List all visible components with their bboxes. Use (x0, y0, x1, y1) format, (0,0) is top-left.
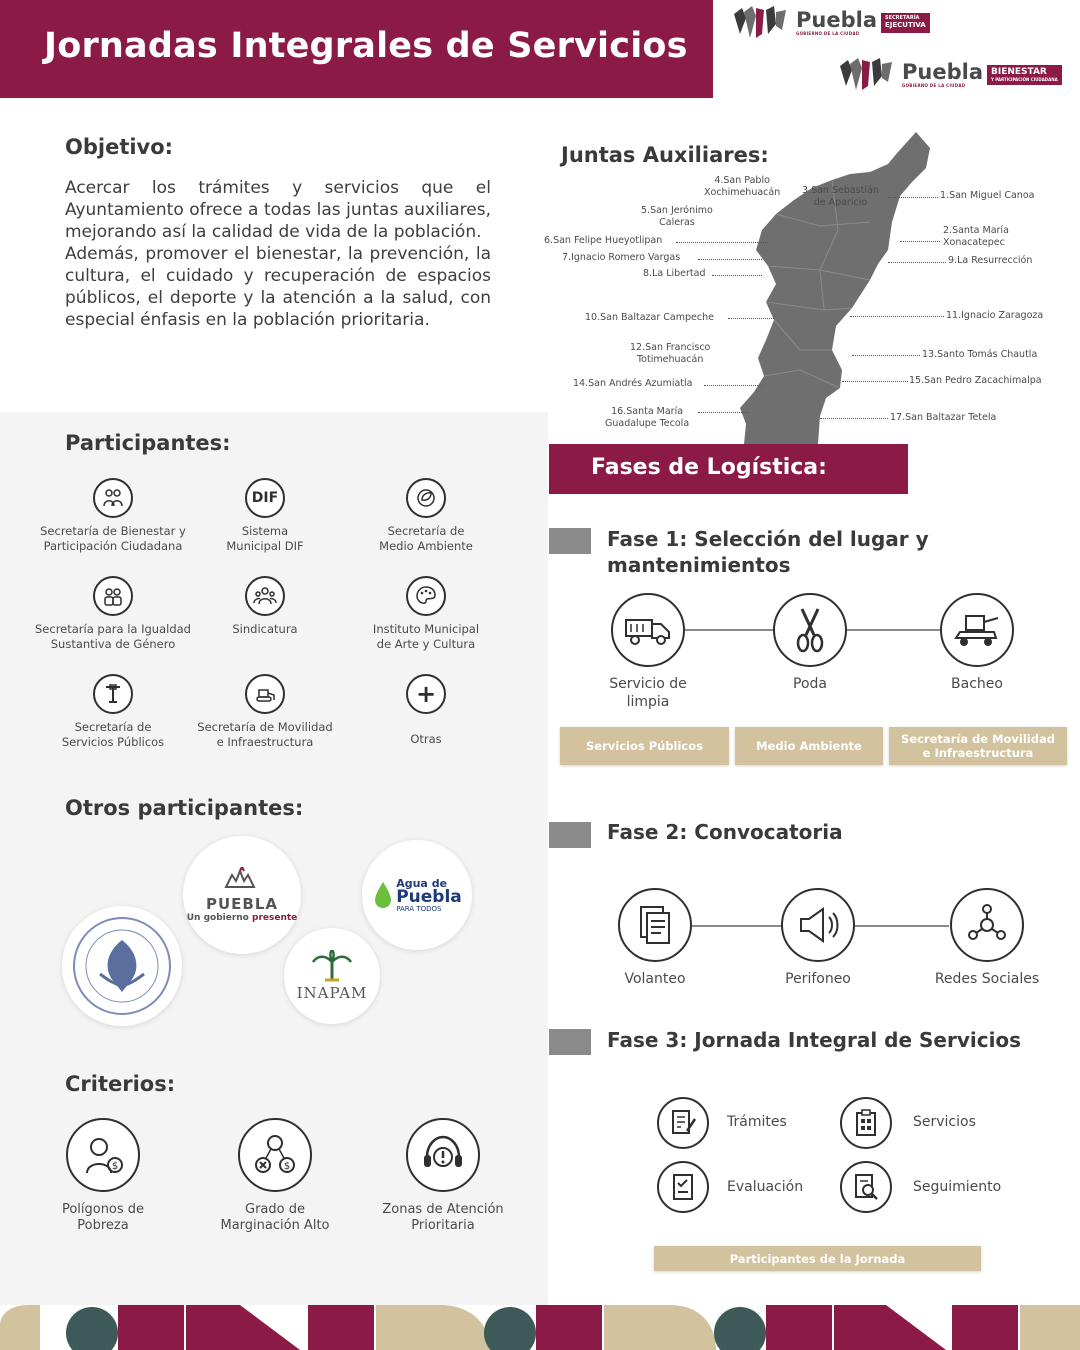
puebla-logo-slogan: Un gobierno presente (186, 913, 298, 923)
search-clipboard-icon (840, 1161, 892, 1213)
leader-line (900, 241, 940, 242)
junta-label: 8.La Libertad (643, 268, 706, 279)
page-title: Jornadas Integrales de Servicios (44, 26, 688, 66)
leader-line (888, 197, 938, 198)
fase3-item-label: Trámites (727, 1114, 787, 1130)
junta-label: 13.Santo Tomás Chautla (922, 349, 1038, 360)
water-drop-icon (372, 880, 394, 910)
participant-movilidad (175, 674, 355, 750)
leader-line (704, 385, 762, 386)
step-volanteo (580, 888, 730, 988)
junta-label: 14.San Andrés Azumiatla (573, 378, 693, 389)
objetivo-paragraph-1: Acercar los trámites y servicios que el Ayuntamiento ofrece a todas las juntas auxiliares, mejorando así la calidad de vida de la población. (65, 178, 491, 242)
participantes-jornada-box: Participantes de la Jornada (654, 1246, 981, 1271)
garbage-truck-icon (611, 593, 685, 667)
participant-cultura (336, 576, 516, 652)
plus-icon: + (406, 674, 446, 714)
step-label: Servicio de limpia (609, 676, 687, 710)
criterio-label: Polígonos de Pobreza (61, 1202, 145, 1233)
junta-label: 15.San Pedro Zacachimalpa (909, 375, 1042, 386)
flyer-icon (618, 888, 692, 962)
step-label: Redes Sociales (934, 971, 1040, 987)
participant-dif (175, 478, 355, 554)
people-hands-icon (93, 478, 133, 518)
participant-label: Otras (410, 732, 442, 746)
junta-label: 7.Ignacio Romero Vargas (562, 252, 681, 263)
leader-line (698, 259, 762, 260)
step-label: Perifoneo (785, 971, 851, 987)
palette-icon (406, 576, 446, 616)
tools-icon (93, 674, 133, 714)
footer-decoration (0, 1305, 1080, 1350)
fases-heading: Fases de Logística: (591, 455, 827, 480)
junta-label: 10.San Baltazar Campeche (585, 312, 714, 323)
network-icon (950, 888, 1024, 962)
megaphone-icon (781, 888, 855, 962)
fase3-item-label: Seguimiento (913, 1179, 1002, 1195)
fase-marker (549, 528, 591, 554)
step-bacheo (902, 593, 1052, 693)
leader-line (712, 275, 762, 276)
junta-label: 3.San Sebastián de Aparicio (802, 185, 879, 208)
objetivo-paragraph-2: Además, promover el bienestar, la prevención, la cultura, el cuidado y recuperación de espacios públicos, el deporte y la atención a la salud, con especial énfasis en la población prioritaria. (65, 244, 491, 330)
logo-word: Puebla (796, 8, 877, 32)
otros-heading: Otros participantes: (65, 796, 304, 820)
evaluation-icon (657, 1161, 709, 1213)
logo-tag: SECRETARÍA EJECUTIVA (881, 13, 930, 32)
junta-label: 4.San Pablo Xochimehuacán (704, 175, 781, 198)
marginalization-icon (238, 1118, 312, 1192)
step-poda (735, 593, 885, 693)
participant-label: Secretaría de Bienestar y Participación Ciudadana (40, 524, 186, 553)
step-servicio-limpia (573, 593, 723, 711)
criterio-label: Grado de Marginación Alto (220, 1202, 330, 1233)
responsible-box: Secretaría de Movilidad e Infraestructura (889, 727, 1067, 765)
criterio-marginacion (190, 1118, 360, 1234)
juntas-heading: Juntas Auxiliares: (561, 143, 769, 167)
step-perifoneo (743, 888, 893, 988)
junta-label: 2.Santa María Xonacatepec (943, 225, 1009, 248)
participant-medio-ambiente (336, 478, 516, 554)
buap-seal-logo (62, 906, 182, 1026)
svg-text:$: $ (283, 1161, 291, 1172)
group-icon (245, 576, 285, 616)
participant-label: Secretaría para la Igualdad Sustantiva de Género (35, 622, 191, 651)
criterio-zonas (358, 1118, 528, 1234)
junta-label: 6.San Felipe Hueyotlipan (544, 235, 663, 246)
participant-label: Sindicatura (232, 622, 298, 636)
leaf-globe-icon (406, 478, 446, 518)
junta-label: 9.La Resurrección (948, 255, 1033, 266)
participant-label: Secretaría de Servicios Públicos (61, 720, 165, 749)
puebla-logo-name: PUEBLA (205, 895, 279, 913)
inapam-logo-name: INAPAM (296, 984, 368, 1002)
responsible-box: Servicios Públicos (560, 727, 729, 765)
pruning-shears-icon (773, 593, 847, 667)
document-pen-icon (657, 1097, 709, 1149)
step-label: Bacheo (951, 676, 1003, 692)
criterio-label: Zonas de Atención Prioritaria (382, 1202, 504, 1233)
fase-marker (549, 1029, 591, 1055)
responsible-box: Medio Ambiente (735, 727, 883, 765)
puebla-emblem-icon (730, 4, 792, 42)
leader-line (698, 412, 748, 413)
fase3-item-label: Servicios (913, 1114, 976, 1130)
puebla-emblem-icon (220, 867, 264, 895)
leader-line (888, 262, 946, 263)
puebla-logo-ejecutiva (730, 4, 930, 42)
participant-otras (336, 674, 516, 747)
fase3-item-label: Evaluación (727, 1179, 804, 1195)
logo-subtitle: GOBIERNO DE LA CIUDAD (902, 83, 966, 88)
bulldozer-icon (245, 674, 285, 714)
junta-label: 17.San Baltazar Tetela (890, 412, 997, 423)
inapam-logo (284, 928, 380, 1024)
leader-line (728, 318, 774, 319)
junta-label: 11.Ignacio Zaragoza (946, 310, 1044, 321)
paving-machine-icon (940, 593, 1014, 667)
logo-subtitle: GOBIERNO DE LA CIUDAD (796, 31, 860, 36)
agua-de-puebla-logo: Agua de Puebla PARA TODOS (362, 840, 472, 950)
junta-label: 12.San Francisco Totimehuacán (630, 342, 711, 365)
participant-sindicatura (175, 576, 355, 637)
participant-label: Secretaría de Medio Ambiente (379, 524, 473, 553)
junta-label: 5.San Jerónimo Caleras (641, 205, 713, 228)
junta-label: 16.Santa María Guadalupe Tecola (605, 406, 690, 429)
clipboard-icon (840, 1097, 892, 1149)
participant-label: Sistema Municipal DIF (226, 524, 304, 553)
fase2-title: Fase 2: Convocatoria (607, 820, 843, 844)
leader-line (820, 418, 888, 419)
logo-word: Puebla (902, 60, 983, 84)
step-label: Volanteo (624, 971, 686, 987)
dif-icon: DIF (245, 478, 285, 518)
fase1-title: Fase 1: Selección del lugar y mantenimientos (607, 527, 929, 577)
inapam-emblem-icon (307, 950, 357, 984)
leader-line (852, 355, 920, 356)
criterio-pobreza (18, 1118, 188, 1234)
participantes-heading: Participantes: (65, 431, 231, 455)
leader-line (850, 316, 944, 317)
leader-line (842, 381, 908, 382)
fase-marker (549, 822, 591, 848)
leader-line (676, 242, 768, 243)
objetivo-body (65, 177, 491, 331)
couple-icon (93, 576, 133, 616)
logo-tag: BIENESTAR Y PARTICIPACIÓN CIUDADANA (987, 65, 1062, 85)
poverty-icon (66, 1118, 140, 1192)
participant-label: Instituto Municipal de Arte y Cultura (372, 622, 480, 651)
fase3-title: Fase 3: Jornada Integral de Servicios (607, 1028, 1022, 1052)
buap-seal-icon (70, 914, 174, 1018)
step-redes-sociales (912, 888, 1062, 988)
participant-label: Secretaría de Movilidad e Infraestructura (197, 720, 333, 749)
svg-text:$: $ (111, 1161, 119, 1172)
puebla-emblem-icon (836, 56, 898, 94)
criterios-heading: Criterios: (65, 1072, 176, 1096)
puebla-gobierno-logo (183, 836, 301, 954)
step-label: Poda (793, 676, 827, 692)
alert-headset-icon (406, 1118, 480, 1192)
junta-label: 1.San Miguel Canoa (940, 190, 1035, 201)
objetivo-heading: Objetivo: (65, 135, 174, 159)
puebla-logo-bienestar (836, 56, 1062, 94)
